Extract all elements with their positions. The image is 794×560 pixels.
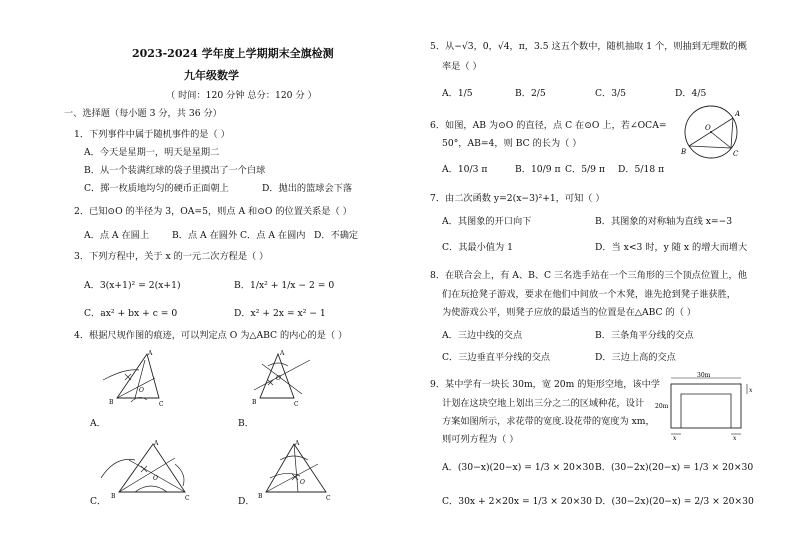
q2-option-c: C．点 A 在圆内: [240, 230, 306, 241]
q6-option-d: D．5/18 π: [618, 164, 665, 175]
exam-title: 2023-2024 学年度上学期期末全旗检测: [132, 47, 334, 60]
q4-figure-c: [95, 440, 200, 502]
svg-text:A: A: [154, 440, 159, 447]
svg-text:B: B: [252, 399, 257, 406]
q7-stem: 7．由二次函数 y=2(x−3)²+1，可知（ ）: [430, 193, 605, 204]
svg-text:O: O: [300, 479, 305, 486]
q4-stem: 4．根据尺规作图的痕迹，可以判定点 O 为△ABC 的内心的是（ ）: [74, 330, 348, 341]
q9-rectangle-figure: [655, 372, 759, 442]
q5-option-d: D．4/5: [675, 88, 707, 99]
q9-stem-line4: 则可列方程为（ ）: [442, 434, 519, 445]
q2-option-b: B．点 A 在圆外: [172, 230, 238, 241]
q2-option-d: D．不确定: [314, 230, 359, 241]
q9-option-b: B．(30−2x)(20−x) = 1/3 × 20×30: [595, 462, 754, 473]
q8-stem-line3: 为使游戏公平，则凳子应放的最适当的位置是在△ABC 的（ ）: [442, 307, 696, 318]
svg-text:C: C: [294, 401, 299, 408]
svg-text:A: A: [148, 350, 153, 357]
q1-option-b: B．从一个装满红球的袋子里摸出了一个白球: [84, 165, 266, 176]
q3-option-d: D．x² + 2x = x² − 1: [234, 308, 326, 319]
q3-option-b: B．: [234, 280, 250, 291]
q8-stem-line2: 们在玩抢凳子游戏，要求在他们中间放一个木凳，谁先抢到凳子谁获胜，: [442, 289, 736, 300]
q8-option-b: B．三条角平分线的交点: [595, 330, 694, 341]
q5-option-a: A．1/5: [442, 88, 473, 99]
q6-option-c: C．5/9 π: [565, 164, 605, 175]
q6-stem-line2: 50°，AB=4，则 BC 的长为（ ）: [442, 138, 582, 149]
q9-label-x-top: x: [749, 387, 753, 394]
svg-text:O: O: [276, 375, 281, 382]
svg-text:B: B: [109, 399, 114, 406]
q9-label-20m: 20m: [655, 403, 669, 410]
svg-text:A: A: [280, 350, 285, 357]
q8-stem-line1: 8．在联合会上，有 A、B、C 三名选手站在一个三角形的三个顶点位置上，他: [430, 270, 747, 281]
q9-label-x-left: x: [673, 435, 677, 442]
q9-label-x-right: x: [733, 435, 737, 442]
q9-stem-line3: 方案如图所示，求花带的宽度.设花带的宽度为 xm，: [442, 416, 655, 427]
svg-text:C: C: [159, 401, 164, 408]
q4-figure-b: [250, 350, 330, 412]
q4-option-c: C．: [90, 496, 107, 507]
q5-stem-line2: 率是（ ）: [442, 61, 482, 72]
q6-label-a: A: [735, 110, 741, 118]
q3-option-c: C．ax² + bx + c = 0: [84, 308, 178, 319]
q5-option-b: B．2/5: [515, 88, 546, 99]
q3-stem: 3．下列方程中，关于 x 的一元二次方程是（ ）: [74, 251, 269, 262]
q9-stem-line2: 计划在这块空地上划出三分之二的区域种花，设计: [442, 398, 645, 409]
exam-subtitle: 九年级数学: [184, 69, 239, 82]
q6-stem-line1: 6．如图，AB 为⊙O 的直径，点 C 在⊙O 上，若∠OCA=: [430, 120, 667, 131]
q1-option-c: C．掷一枚质地均匀的硬币正面朝上: [84, 183, 229, 194]
q6-circle-figure: [673, 102, 749, 162]
q6-option-b: B．10/9 π: [515, 164, 561, 175]
svg-text:O: O: [153, 475, 158, 482]
q7-option-b: B．其图象的对称轴为直线 x=−3: [595, 216, 733, 227]
q4-option-a: A．: [90, 418, 106, 429]
svg-text:C: C: [326, 495, 331, 502]
q8-option-a: A．三边中线的交点: [442, 330, 523, 341]
svg-text:A: A: [295, 440, 300, 447]
svg-text:B: B: [111, 493, 116, 500]
q4-figure-d: [250, 440, 350, 502]
q9-option-c: C．30x + 2×20x = 1/3 × 20×30: [442, 496, 592, 507]
q3-option-b-expr: 1/x² + 1/x − 2 = 0: [250, 280, 335, 291]
q7-option-c: C．其最小值为 1: [442, 242, 513, 253]
q4-figure-a: [95, 350, 185, 412]
section-heading: 一、选择题（每小题 3 分，共 36 分）: [64, 108, 222, 119]
q2-stem: 2．已知⊙O 的半径为 3，OA=5，则点 A 和⊙O 的位置关系是（ ）: [74, 206, 352, 217]
q2-option-a: A．点 A 在圆上: [84, 230, 150, 241]
q1-option-d: D．抛出的篮球会下落: [262, 183, 353, 194]
q1-stem: 1．下列事件中属于随机事件的是（ ）: [74, 129, 230, 140]
svg-text:O: O: [139, 387, 144, 394]
q4-option-d: D．: [238, 496, 255, 507]
q6-label-o: O: [705, 124, 711, 132]
q8-option-d: D．三边上高的交点: [595, 352, 676, 363]
svg-text:B: B: [258, 493, 263, 500]
q8-option-c: C．三边垂直平分线的交点: [442, 352, 551, 363]
q7-option-a: A．其图象的开口向下: [442, 216, 532, 227]
q5-stem-line1: 5．从−√3，0，√4，π，3.5 这五个数中，随机抽取 1 个，则抽到无理数的概: [430, 41, 747, 52]
q9-option-a: A．(30−x)(20−x) = 1/3 × 20×30: [442, 462, 595, 473]
q6-label-b: B: [681, 148, 687, 156]
q7-option-d: D．当 x<3 时，y 随 x 的增大而增大: [595, 242, 748, 253]
q6-label-c: C: [733, 150, 739, 158]
q9-option-d: D．(30−2x)(20−x) = 2/3 × 20×30: [595, 496, 754, 507]
q5-option-c: C．3/5: [595, 88, 627, 99]
q1-option-a: A．今天是星期一，明天是星期二: [84, 147, 220, 158]
q4-option-b: B．: [238, 418, 254, 429]
q9-label-30m: 30m: [697, 372, 711, 379]
q9-stem-line1: 9．某中学有一块长 30m，宽 20m 的矩形空地，该中学: [430, 379, 660, 390]
time-info: （ 时间：120 分钟 总分：120 分 ）: [166, 90, 317, 101]
svg-text:C: C: [185, 495, 190, 502]
q3-option-a: A．3(x+1)² = 2(x+1): [84, 280, 181, 291]
q6-option-a: A．10/3 π: [442, 164, 488, 175]
